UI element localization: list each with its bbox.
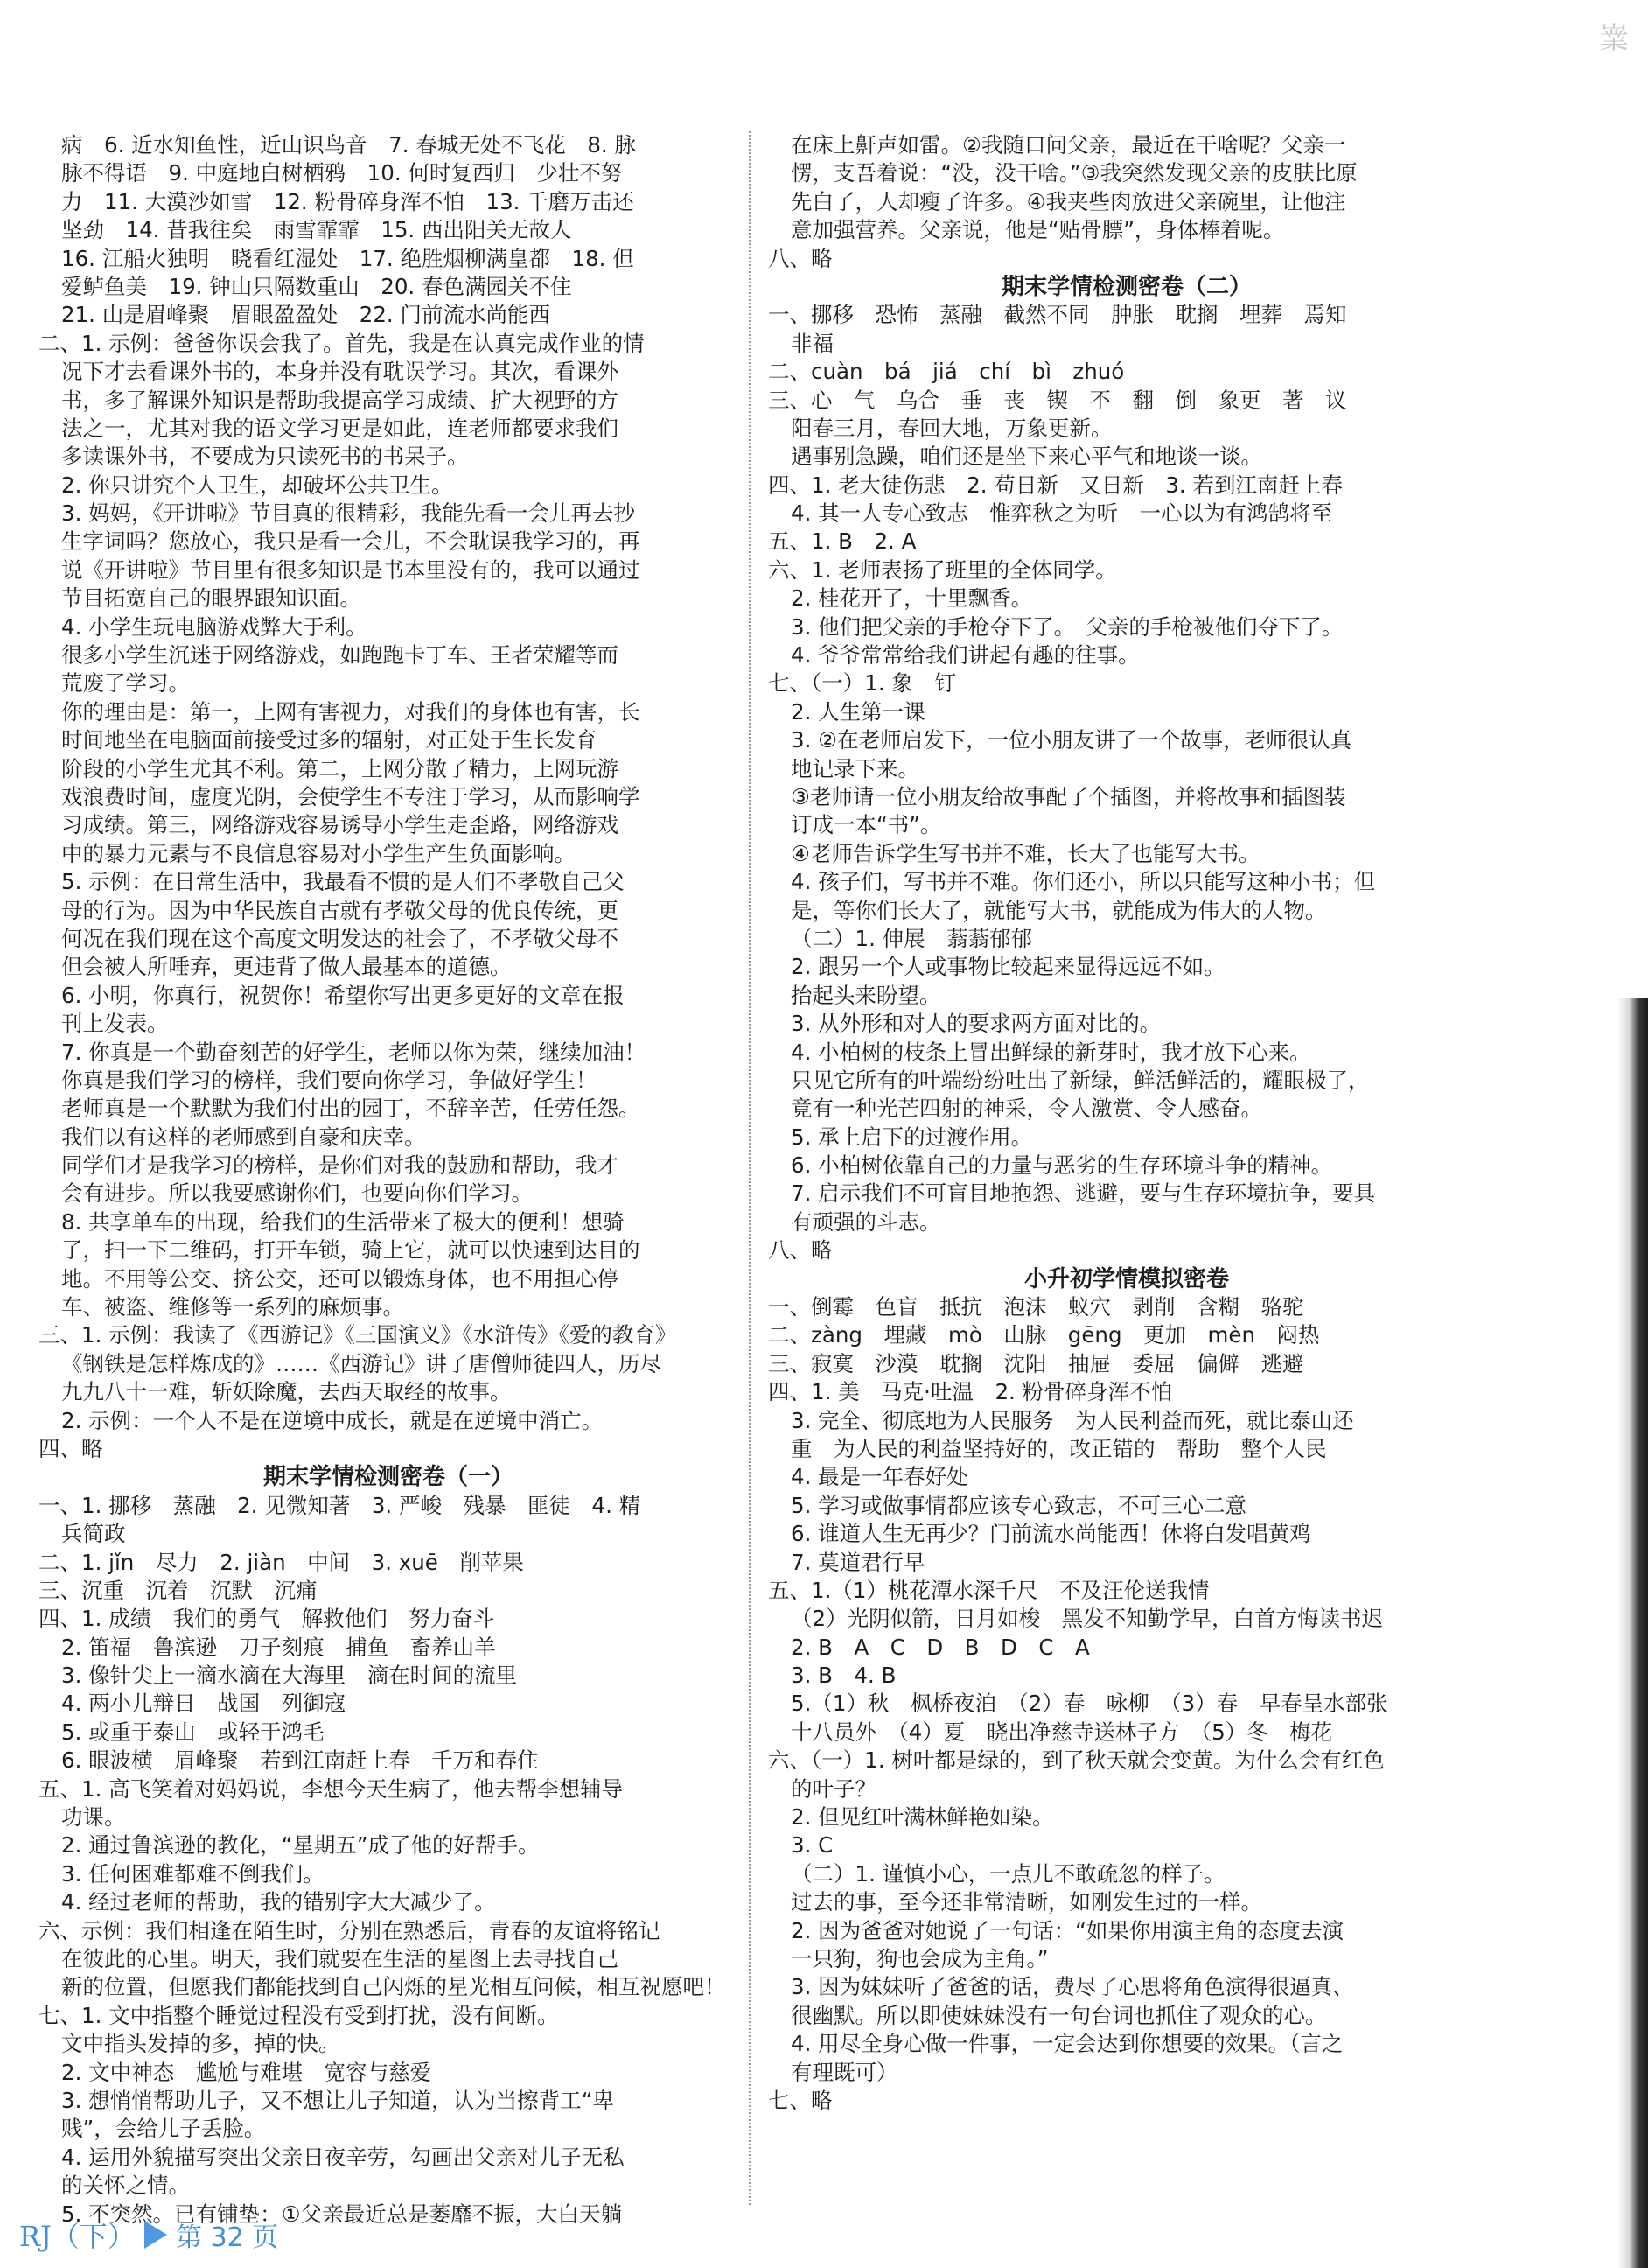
section-title: 小升初学情模拟密卷 — [1023, 1265, 1229, 1292]
answer-line: 21. 山是眉峰聚 眉眼盈盈处 22. 门前流水尚能西 — [61, 302, 550, 328]
answer-line: 3. C — [791, 1832, 834, 1858]
scan-edge-shadow — [1617, 998, 1648, 2268]
answer-line: 订成一本“书”。 — [791, 812, 942, 838]
answer-line: 2. 但见红叶满林鲜艳如染。 — [791, 1804, 1054, 1830]
answer-line: 三、心 气 乌合 垂 丧 锲 不 翻 倒 象更 著 议 — [768, 387, 1347, 413]
answer-line: 贱”，会给儿子丢脸。 — [61, 2116, 266, 2142]
answer-line: 四、1. 美 马克·吐温 2. 粉骨碎身浑不怕 — [768, 1379, 1173, 1405]
answer-line: 16. 江船火独明 晓看红湿处 17. 绝胜烟柳满皇都 18. 但 — [61, 245, 634, 271]
answer-line: 3. 像针尖上一滴水滴在大海里 滴在时间的流里 — [61, 1662, 518, 1689]
answer-line: 7. 你真是一个勤奋刻苦的好学生，老师以你为荣，继续加油！ — [61, 1039, 646, 1065]
section-title: 期末学情检测密卷（一） — [262, 1464, 513, 1491]
answer-line: 8. 共享单车的出现，给我们的生活带来了极大的便利！想骑 — [61, 1208, 625, 1235]
answer-line: 五、1.（1）桃花潭水深千尺 不及汪伦送我情 — [768, 1577, 1210, 1603]
answer-line: 5. 学习或做事情都应该专心致志，不可三心二意 — [791, 1492, 1247, 1518]
answer-line: 2. 你只讲究个人卫生，却破坏公共卫生。 — [61, 472, 453, 498]
answer-line: 一只狗，狗也会成为主角。” — [791, 1946, 1049, 1971]
answer-line: 七、略 — [768, 2087, 833, 2113]
answer-line: 4. 爷爷常常给我们讲起有趣的往事。 — [791, 642, 1140, 668]
answer-line: 戏浪费时间，虚度光阴，会使学生不专注于学习，从而影响学 — [61, 783, 640, 809]
answer-line: 6. 谁道人生无再少？门前流水尚能西！休将白发唱黄鸡 — [791, 1521, 1311, 1547]
answer-line: 有顽强的斗志。 — [791, 1208, 941, 1235]
answer-line: 很多小学生沉迷于网络游戏，如跑跑卡丁车、王者荣耀等而 — [61, 642, 618, 668]
answer-line: 在彼此的心里。明天，我们就要在生活的星图上去寻找自己 — [61, 1946, 618, 1971]
answer-line: 你的理由是：第一，上网有害视力，对我们的身体也有害，长 — [61, 698, 640, 724]
answer-line: 2. 因为爸爸对她说了一句话：“如果你用演主角的态度去演 — [791, 1917, 1344, 1943]
answer-line: 3. 从外形和对人的要求两方面对比的。 — [791, 1011, 1162, 1037]
answer-line: 阶段的小学生尤其不利。第二，上网分散了精力，上网玩游 — [61, 755, 618, 781]
answer-line: 2. B A C D B D C A — [791, 1634, 1090, 1660]
answer-line: 3. B 4. B — [791, 1662, 897, 1689]
answer-line: 的叶子？ — [791, 1775, 876, 1802]
answer-line: 2. 通过鲁滨逊的教化，“星期五”成了他的好帮手。 — [61, 1832, 540, 1858]
answer-line: 是，等你们长大了，就能写大书，就能成为伟大的人物。 — [791, 897, 1327, 923]
page-footer — [19, 2217, 278, 2252]
answer-line: 4. 经过老师的帮助，我的错别字大大减少了。 — [61, 1889, 496, 1915]
answer-line: 2. 人生第一课 — [791, 698, 925, 724]
footer-label: RJ（下） — [19, 2220, 136, 2253]
answer-line: 四、1. 老大徒伤悲 2. 苟日新 又日新 3. 若到江南赶上春 — [768, 472, 1343, 498]
answer-line: 有理既可） — [791, 2059, 898, 2085]
answer-line: 一、挪移 恐怖 蒸融 截然不同 肿胀 耽搁 埋葬 焉知 — [768, 302, 1347, 328]
answer-line: 一、1. 挪移 蒸融 2. 见微知著 3. 严峻 残暴 匪徒 4. 精 — [38, 1492, 641, 1518]
answer-line: 八、略 — [768, 245, 833, 271]
answer-line: 二、cuàn bá jiá chí bì zhuó — [768, 359, 1125, 385]
answer-line: 6. 眼波横 眉峰聚 若到江南赶上春 千万和春住 — [61, 1747, 539, 1774]
answer-line: 先白了，人却瘦了许多。④我夹些肉放进父亲碗里，让他注 — [791, 188, 1346, 214]
answer-line: 6. 小柏树依靠自己的力量与恶劣的生存环境斗争的精神。 — [791, 1152, 1333, 1179]
answer-line: 4. 两小儿辩日 战国 列御寇 — [61, 1690, 346, 1717]
column-divider — [749, 131, 751, 2205]
answer-line: ④老师告诉学生写书并不难，长大了也能写大书。 — [791, 840, 1260, 866]
answer-line: 7. 启示我们不可盲目地抱怨、逃避，要与生存环境抗争，要具 — [791, 1180, 1376, 1207]
answer-line: 文中指头发掉的多，掉的快。 — [61, 2031, 340, 2057]
answer-line: 3. ②在老师启发下，一位小朋友讲了一个故事，老师很认真 — [791, 727, 1352, 753]
answer-line: 爱鲈鱼美 19. 钟山只隔数重山 20. 春色满园关不住 — [61, 273, 572, 299]
answer-line: 过去的事，至今还非常清晰，如刚发生过的一样。 — [791, 1889, 1262, 1915]
answer-line: 4. 小学生玩电脑游戏弊大于利。 — [61, 613, 367, 640]
answer-line: 七、（一）1. 象 钉 — [768, 670, 956, 696]
answer-line: 2. 跟另一个人或事物比较起来显得远远不如。 — [791, 954, 1226, 980]
answer-line: 愣，支吾着说：“没，没干啥。”③我突然发现父亲的皮肤比原 — [791, 160, 1358, 186]
answer-line: 我们以有这样的老师感到自豪和庆幸。 — [61, 1124, 426, 1150]
answer-line: 节目拓宽自己的眼界跟知识面。 — [61, 585, 361, 612]
answer-line: 脉不得语 9. 中庭地白树栖鸦 10. 何时复西归 少壮不努 — [61, 160, 623, 186]
answer-line: 你真是我们学习的榜样，我们要向你学习，争做好学生！ — [61, 1067, 597, 1093]
arrow-icon — [144, 2221, 167, 2249]
answer-line: 生字词吗？您放心，我只是看一会儿，不会耽误我学习的，再 — [61, 528, 640, 555]
answer-line: 法之一，尤其对我的语文学习更是如此，连老师都要求我们 — [61, 415, 618, 441]
answer-line: 中的暴力元素与不良信息容易对小学生产生负面影响。 — [61, 840, 576, 866]
answer-line: 遇事别急躁，咱们还是坐下来心平气和地谈一谈。 — [791, 444, 1262, 470]
answer-line: 3. 妈妈，《开讲啦》节目真的很精彩，我能先看一会儿再去抄 — [61, 500, 635, 527]
answer-line: 车、被盗、维修等一系列的麻烦事。 — [61, 1294, 404, 1320]
answer-line: 书，多了解课外知识是帮助我提高学习成绩、扩大视野的方 — [61, 387, 618, 413]
answer-line: 地。不用等公交、挤公交，还可以锻炼身体，也不用担心停 — [61, 1265, 618, 1292]
answer-line: 兵简政 — [61, 1521, 126, 1547]
answer-line: 意加强营养。父亲说，他是“贴骨膘”，身体棒着呢。 — [791, 217, 1285, 243]
answer-line: 5. 或重于泰山 或轻于鸿毛 — [61, 1718, 325, 1745]
answer-line: 六、（一）1. 树叶都是绿的，到了秋天就会变黄。为什么会有红色 — [768, 1747, 1385, 1774]
answer-line: 3. 完全、彻底地为人民服务 为人民利益而死，就比泰山还 — [791, 1407, 1354, 1433]
answer-line: 阳春三月，春回大地，万象更新。 — [791, 415, 1113, 441]
answer-line: 二、zàng 埋藏 mò 山脉 gēng 更加 mèn 闷热 — [768, 1322, 1320, 1348]
answer-line: 时间地坐在电脑面前接受过多的辐射，对正处于生长发育 — [61, 727, 597, 753]
answer-line: 在床上鼾声如雷。②我随口问父亲，最近在干啥呢？父亲一 — [791, 132, 1346, 158]
answer-line: 同学们才是我学习的榜样，是你们对我的鼓励和帮助，我才 — [61, 1152, 618, 1179]
answer-line: 3. 想悄悄帮助儿子，又不想让儿子知道，认为当擦背工“卑 — [61, 2087, 614, 2113]
answer-line: 4. 孩子们，写书并不难。你们还小，所以只能写这种小书；但 — [791, 869, 1376, 895]
answer-line: 3. 任何困难都难不倒我们。 — [61, 1860, 325, 1886]
answer-line: 十八员外 （4）夏 晓出净慈寺送林子方 （5）冬 梅花 — [791, 1718, 1333, 1745]
page-number: 第 32 页 — [175, 2222, 279, 2253]
answer-line: 7. 莫道君行早 — [791, 1549, 925, 1575]
answer-line: 五、1. 高飞笑着对妈妈说，李想今天生病了，他去帮李想辅导 — [38, 1775, 624, 1802]
answer-line: 重 为人民的利益坚持好的，改正错的 帮助 整个人民 — [791, 1435, 1327, 1461]
answer-line: 多读课外书，不要成为只读死书的书呆子。 — [61, 444, 469, 470]
answer-line: 会有进步。所以我要感谢你们，也要向你们学习。 — [61, 1180, 533, 1207]
answer-line: 4. 其一人专心致志 惟弈秋之为听 一心以为有鸿鹄将至 — [791, 500, 1333, 527]
answer-line: 五、1. B 2. A — [768, 528, 917, 555]
answer-line: 功课。 — [61, 1804, 126, 1830]
answer-line: 4. 最是一年春好处 — [791, 1464, 968, 1490]
answer-line: 很幽默。所以即使妹妹没有一句台词也抓住了观众的心。 — [791, 2002, 1327, 2028]
answer-line: 的关怀之情。 — [61, 2173, 190, 2199]
answer-line: 5. 示例：在日常生活中，我最看不惯的是人们不孝敬自己父 — [61, 869, 625, 895]
answer-line: （2）光阴似箭，日月如梭 黑发不知勤学早，白首方悔读书迟 — [791, 1606, 1384, 1632]
answer-line: 母的行为。因为中华民族自古就有孝敬父母的优良传统，更 — [61, 897, 618, 923]
answer-line: 二、1. 示例：爸爸你误会我了。首先，我是在认真完成作业的情 — [38, 330, 645, 356]
answer-line: 荒废了学习。 — [61, 670, 190, 696]
answer-line: 但会被人所唾弃，更违背了做人最基本的道德。 — [61, 954, 512, 980]
answer-line: 七、1. 文中指整个睡觉过程没有受到打扰，没有间断。 — [38, 2002, 559, 2028]
answer-line: 5.（1）秋 枫桥夜泊 （2）春 咏柳 （3）春 早春呈水部张 — [791, 1690, 1388, 1717]
answer-line: 一、倒霉 色盲 抵抗 泡沫 蚁穴 剥削 含糊 骆驼 — [768, 1294, 1304, 1320]
answer-line: 况下才去看课外书的，本身并没有耽误学习。其次，看课外 — [61, 359, 618, 385]
answer-line: 《钢铁是怎样炼成的》……《西游记》讲了唐僧师徒四人，历尽 — [61, 1350, 661, 1376]
answer-line: 八、略 — [768, 1237, 833, 1264]
answer-line: 2. 桂花开了，十里飘香。 — [791, 585, 1033, 612]
answer-line: （二）1. 谨慎小心，一点儿不敢疏忽的样子。 — [791, 1860, 1226, 1886]
answer-line: 竟有一种光芒四射的神采，令人激赏、令人感奋。 — [791, 1096, 1262, 1122]
answer-line: 了，扫一下二维码，打开车锁，骑上它，就可以快速到达目的 — [61, 1237, 640, 1264]
answer-line: （二）1. 伸展 蓊蓊郁郁 — [791, 925, 1033, 951]
answer-line: 2. 笛福 鲁滨逊 刀子刻痕 捕鱼 畜养山羊 — [61, 1634, 496, 1660]
answer-line: 新的位置，但愿我们都能找到自己闪烁的星光相互问候，相互祝愿吧！ — [61, 1974, 726, 2000]
left-column — [38, 131, 738, 2229]
answer-line: 三、寂寞 沙漠 耽搁 沈阳 抽屉 委屈 偏僻 逃避 — [768, 1350, 1304, 1376]
answer-line: 坚劲 14. 昔我往矣 雨雪霏霏 15. 西出阳关无故人 — [61, 217, 572, 243]
answer-line: ③老师请一位小朋友给故事配了个插图，并将故事和插图装 — [791, 783, 1346, 809]
corner-mark: 嶪 — [1599, 21, 1629, 56]
answer-line: 6. 小明，你真行，祝贺你！希望你写出更多更好的文章在报 — [61, 982, 625, 1008]
answer-line: 非福 — [791, 330, 834, 356]
answer-line: 何况在我们现在这个高度文明发达的社会了，不孝敬父母不 — [61, 925, 618, 951]
answer-line: 老师真是一个默默为我们付出的园丁，不辞辛苦，任劳任怨。 — [61, 1096, 640, 1122]
right-column — [768, 131, 1485, 2115]
answer-line: 刊上发表。 — [61, 1011, 169, 1037]
answer-line: 四、略 — [38, 1435, 103, 1461]
answer-line: 地记录下来。 — [791, 755, 919, 781]
answer-line: 力 11. 大漠沙如雪 12. 粉骨碎身浑不怕 13. 千磨万击还 — [61, 188, 634, 214]
answer-line: 抬起头来盼望。 — [791, 982, 941, 1008]
answer-line: 六、1. 老师表扬了班里的全体同学。 — [768, 556, 1117, 583]
answer-line: 4. 小柏树的枝条上冒出鲜绿的新芽时，我才放下心来。 — [791, 1039, 1311, 1065]
answer-line: 九九八十一难，斩妖除魔，去西天取经的故事。 — [61, 1379, 512, 1405]
answer-line: 只见它所有的叶端纷纷吐出了新绿，鲜活鲜活的，耀眼极了， — [791, 1067, 1370, 1093]
answer-line: 二、1. jǐn 尽力 2. jiàn 中间 3. xuē 削苹果 — [38, 1549, 524, 1575]
answer-line: 3. 因为妹妹听了爸爸的话，费尽了心思将角色演得很逼真、 — [791, 1974, 1354, 2000]
answer-line: 习成绩。第三，网络游戏容易诱导小学生走歪路，网络游戏 — [61, 812, 618, 838]
answer-line: 三、沉重 沉着 沉默 沉痛 — [38, 1577, 318, 1603]
section-title: 期末学情检测密卷（二） — [1001, 273, 1252, 300]
answer-line: 四、1. 成绩 我们的勇气 解救他们 努力奋斗 — [38, 1606, 495, 1632]
answer-line: 六、示例：我们相逢在陌生时，分别在熟悉后，青春的友谊将铭记 — [38, 1917, 660, 1943]
answer-line: 2. 示例：一个人不是在逆境中成长，就是在逆境中消亡。 — [61, 1407, 604, 1433]
answer-line: 三、1. 示例：我读了《西游记》《三国演义》《水浒传》《爱的教育》 — [38, 1322, 677, 1348]
answer-line: 5. 不突然。已有铺垫：①父亲最近总是萎靡不振，大白天躺 — [61, 2201, 623, 2227]
answer-line: 4. 用尽全身心做一件事，一定会达到你想要的效果。（言之 — [791, 2031, 1344, 2057]
answer-line: 病 6. 近水知鱼性，近山识鸟音 7. 春城无处不飞花 8. 脉 — [61, 132, 636, 158]
answer-line: 5. 承上启下的过渡作用。 — [791, 1124, 1033, 1150]
answer-line: 4. 运用外貌描写突出父亲日夜辛劳，勾画出父亲对儿子无私 — [61, 2144, 625, 2170]
answer-line: 2. 文中神态 尴尬与难堪 宽容与慈爱 — [61, 2059, 432, 2085]
answer-line: 说《开讲啦》节目里有很多知识是书本里没有的，我可以通过 — [61, 556, 640, 583]
answer-line: 3. 他们把父亲的手枪夺下了。 父亲的手枪被他们夺下了。 — [791, 613, 1344, 640]
